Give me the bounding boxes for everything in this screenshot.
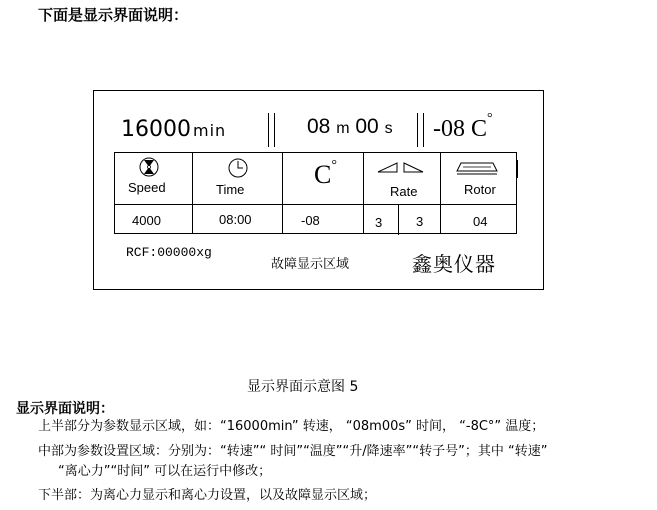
temp-display-unit: C — [471, 116, 488, 142]
figure-caption: 显示界面示意图 5 — [247, 379, 359, 395]
time-seconds-unit: s — [384, 120, 393, 137]
speed-display-unit: min — [193, 121, 227, 140]
table-divider — [282, 153, 283, 233]
explanation-line: 上半部分为参数显示区域，如：“16000min” 转速， “08m00s” 时间， “-8C°” 温度； — [38, 419, 545, 434]
temp-value: -08 — [301, 213, 320, 228]
explanation-line: “离心力”“时间” 可以在运行中修改； — [58, 464, 272, 479]
display-divider — [417, 113, 424, 147]
rcf-display: RCF:00000xg — [126, 245, 212, 260]
clock-icon — [228, 158, 248, 178]
temp-degree: ° — [487, 111, 493, 126]
rate-down-value: 3 — [416, 214, 424, 229]
table-divider — [115, 204, 516, 205]
rotor-icon — [455, 158, 499, 176]
display-panel — [93, 90, 544, 290]
rate-up-value: 3 — [375, 215, 383, 230]
time-seconds: 00 — [355, 115, 379, 138]
time-label: Time — [216, 182, 245, 197]
time-value: 08:00 — [219, 212, 252, 227]
rotor-value: 04 — [473, 214, 488, 229]
parameter-table — [114, 152, 517, 234]
fan-icon — [139, 157, 159, 177]
section-title: 显示界面说明： — [16, 401, 114, 417]
table-divider — [192, 153, 193, 233]
rate-icon — [377, 160, 425, 174]
table-divider — [398, 204, 399, 235]
time-minutes-unit: m — [336, 120, 350, 137]
speed-label: Speed — [128, 180, 166, 195]
time-minutes: 08 — [307, 115, 331, 138]
cursor-bar — [516, 160, 518, 178]
explanation-line: 下半部：为离心力显示和离心力设置，以及故障显示区域； — [38, 488, 377, 503]
explanation-line: 中部为参数设置区域：分别为：“转速”“ 时间”“温度”“升/降速率”“转子号”；其中 “转速” — [38, 444, 548, 459]
display-divider — [268, 113, 275, 147]
temp-display — [433, 111, 493, 143]
fault-display-area: 故障显示区域 — [271, 257, 350, 272]
brand-logo-text: 鑫奥仪器 — [412, 252, 496, 276]
page-heading: 下面是显示界面说明： — [38, 6, 189, 24]
temp-label: C° — [314, 158, 337, 189]
rotor-label: Rotor — [464, 182, 496, 197]
speed-value: 4000 — [132, 213, 161, 228]
table-divider — [440, 153, 441, 233]
temp-display-value: -08 — [433, 116, 465, 142]
time-display — [307, 115, 393, 139]
rate-label: Rate — [390, 184, 418, 199]
temp-label-degree: ° — [331, 158, 337, 173]
table-divider — [363, 153, 364, 233]
speed-display-value: 16000 — [121, 117, 191, 142]
